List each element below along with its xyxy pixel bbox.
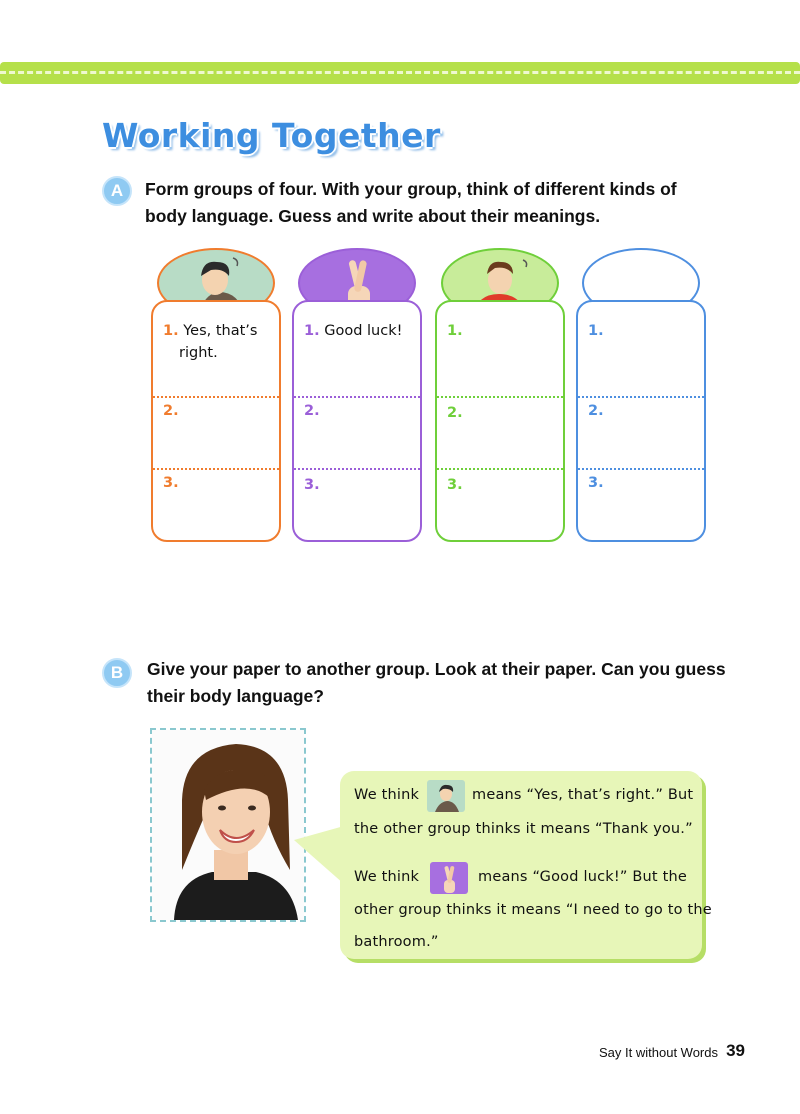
answer-card-3	[435, 300, 565, 542]
answer-text: right.	[179, 345, 218, 361]
card-4-item-3: 3.	[588, 475, 604, 491]
card-3-item-1: 1.	[447, 323, 463, 339]
answer-card-2	[292, 300, 422, 542]
section-title: Working Together	[102, 116, 441, 155]
girl-photo	[150, 728, 306, 922]
card-2-item-2: 2.	[304, 403, 320, 419]
part-a-instruction	[145, 176, 677, 230]
part-b-badge: B	[102, 658, 132, 688]
page-number: 39	[726, 1041, 745, 1060]
card-1-item-1: 1. Yes, that’s right.	[163, 323, 258, 361]
crossed-fingers-thumbnail-icon	[430, 862, 468, 894]
answer-text: Yes, that’s	[183, 323, 258, 339]
speech-bubble	[340, 771, 712, 959]
answer-card-1	[151, 300, 281, 542]
speech-line-1: We think	[354, 787, 420, 803]
speech-bubble-tail	[294, 826, 344, 884]
instruction-line: body language. Guess and write about their meanings.	[145, 206, 601, 226]
card-2-item-3: 3.	[304, 477, 320, 493]
speech-line-1-rest: means “Yes, that’s right.” But	[472, 787, 694, 803]
card-4-item-1: 1.	[588, 323, 604, 339]
nodding-boy-thumbnail-icon	[427, 780, 465, 812]
speech-line-3: We think	[354, 869, 420, 885]
answer-text: Good luck!	[324, 323, 403, 339]
part-a-badge: A	[102, 176, 132, 206]
speech-line-5: bathroom.”	[354, 934, 439, 950]
speech-line-4: other group thinks it means “I need to go to the	[354, 902, 712, 918]
speech-line-2: the other group thinks it means “Thank you.”	[354, 821, 693, 837]
card-2-item-1: 1. Good luck!	[304, 323, 403, 339]
card-3-item-3: 3.	[447, 477, 463, 493]
instruction-line: Form groups of four. With your group, think of different kinds of	[145, 179, 677, 199]
footer-unit-title: Say It without Words	[599, 1045, 718, 1060]
card-1-item-2: 2.	[163, 403, 179, 419]
card-4-item-2: 2.	[588, 403, 604, 419]
card-1-item-3: 3.	[163, 475, 179, 491]
part-b-instruction	[147, 656, 726, 710]
card-3-item-2: 2.	[447, 405, 463, 421]
answer-card-4	[576, 300, 706, 542]
top-decorative-band	[0, 62, 800, 84]
instruction-line: their body language?	[147, 686, 324, 706]
speech-line-3-rest: means “Good luck!” But the	[478, 869, 688, 885]
instruction-line: Give your paper to another group. Look at their paper. Can you guess	[147, 659, 726, 679]
smiling-girl-picture	[152, 730, 304, 920]
